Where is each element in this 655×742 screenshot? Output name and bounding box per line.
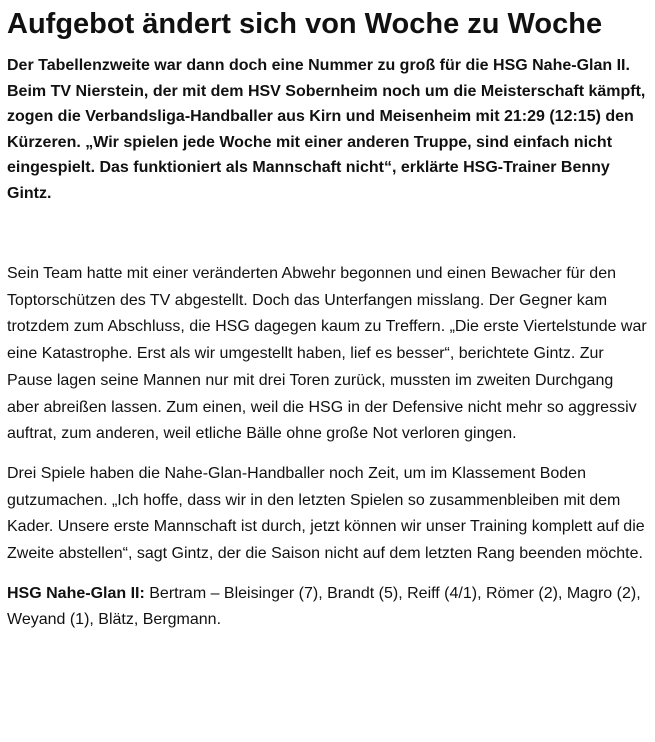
article-paragraph-1: Sein Team hatte mit einer veränderten Abwehr begonnen und einen Bewacher für den Toptorschützen des TV abgestellt. Doch das Unterfangen misslang. Der Gegner kam trotzdem zum Abschluss, die HSG dagegen kaum zu Treffern. „Die erste Viertelstunde war eine Katastrophe. Erst als wir umgestellt haben, lief es besser“, berichtete Gintz. Zur Pause lagen seine Mannen nur mit drei Toren zurück, mussten im zweiten Durchgang aber abreißen lassen. Zum einen, weil die HSG in der Defensive nicht mehr so aggressiv auftrat, zum anderen, weil etliche Bälle ohne große Not verloren gingen. xyxy=(7,265,647,443)
team-lineup xyxy=(7,581,647,634)
article-lead: Der Tabellenzweite war dann doch eine Nummer zu groß für die HSG Nahe-Glan II. Beim TV Nierstein, der mit dem HSV Sobernheim noch um die Meisterschaft kämpft, zogen die Verbandsliga-Handballer aus Kirn und Meisenheim mit 21:29 (12:15) den Kürzeren. „Wir spielen jede Woche mit einer anderen Truppe, sind einfach nicht eingespielt. Das funktioniert als Mannschaft nicht“, erklärte HSG-Trainer Benny Gintz. xyxy=(7,57,646,202)
team-lineup-label: HSG Nahe-Glan II: xyxy=(7,584,145,602)
article-paragraph-2: Drei Spiele haben die Nahe-Glan-Handballer noch Zeit, um im Klassement Boden gutzumachen. „Ich hoffe, dass wir in den letzten Spielen so zusammenbleiben mit dem Kader. Unsere erste Mannschaft ist durch, jetzt können wir unser Training komplett auf die Zweite abstellen“, sagt Gintz, der die Saison nicht auf dem letzten Rang beenden möchte. xyxy=(7,464,645,563)
team-lineup-players: Bertram – Bleisinger (7), Brandt (5), Reiff (4/1), Römer (2), Magro (2), Weyand (1), Blätz, Bergmann. xyxy=(7,584,641,629)
article-headline: Aufgebot ändert sich von Woche zu Woche xyxy=(7,8,603,40)
